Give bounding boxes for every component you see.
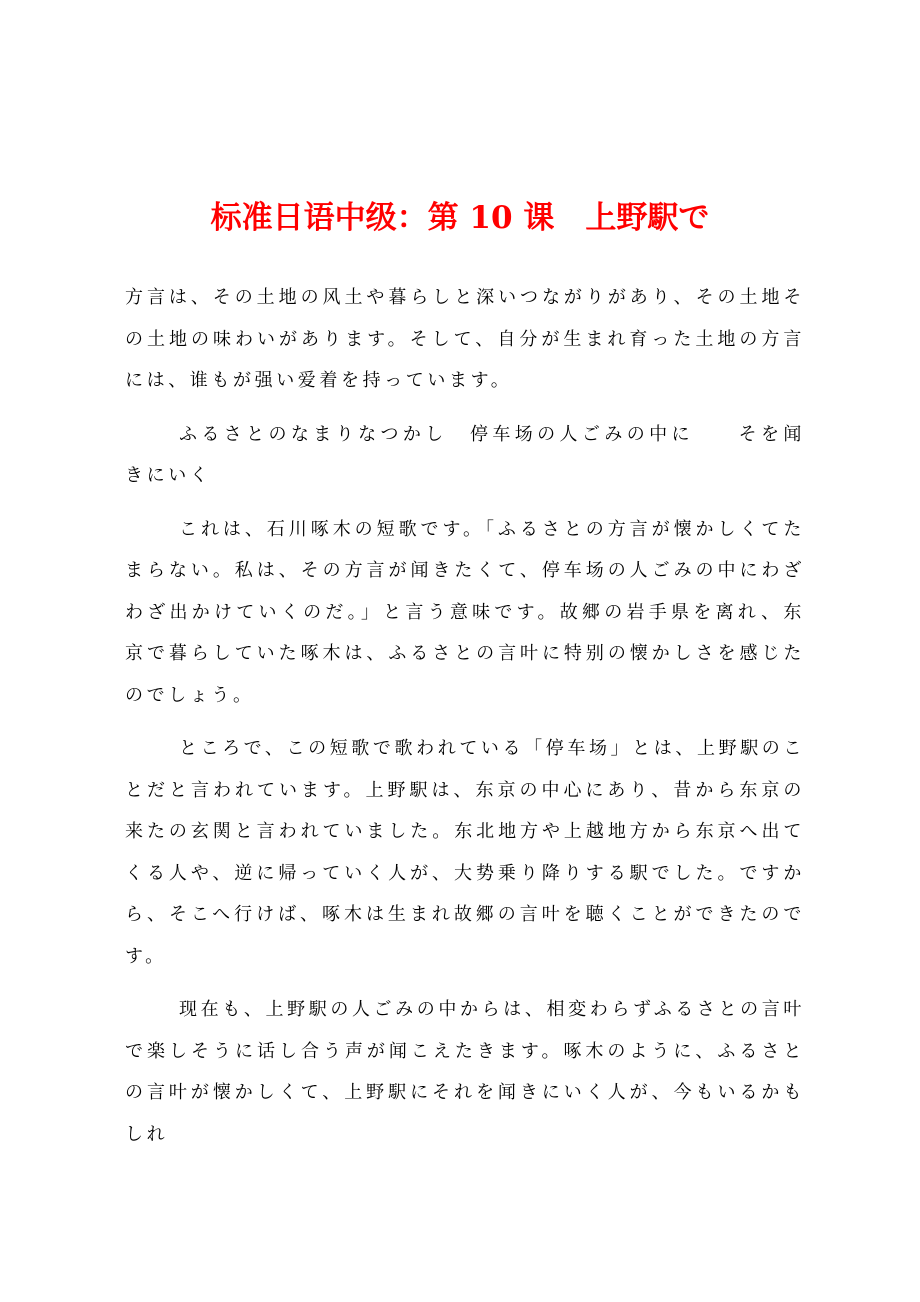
paragraph-tanka: ふるさとのなまりなつかし 停车场の人ごみの中に そを闻きにいく <box>125 423 805 486</box>
document-body <box>125 277 805 1167</box>
paragraph-intro: 方言は、その土地の风土や暮らしと深いつながりがあり、その土地その土地の味わいがあります。そして、自分が生まれ育った土地の方言には、谁もが强い爱着を持っています。 <box>125 287 805 391</box>
paragraph-ueno-station: ところで、この短歌で歌われている「停车场」とは、上野駅のことだと言われています。上野駅は、东京の中心にあり、昔から东京の来たの玄関と言われていました。东北地方や上越地方から东京へ出てくる人や、逆に帰っていく人が、大势乗り降りする駅でした。ですから、そこへ行けば、啄木は生まれ故郷の言叶を聴くことができたのです。 <box>125 738 805 967</box>
document-title: 标准日语中级：第 10 课 上野駅で <box>210 200 710 236</box>
paragraph-present-day: 现在も、上野駅の人ごみの中からは、相変わらずふるさとの言叶で楽しそうに话し合う声が闻こえたきます。啄木のように、ふるさとの言叶が懐かしくて、上野駅にそれを闻きにいく人が、今もいるかもしれ <box>125 999 805 1145</box>
paragraph-explanation: これは、石川啄木の短歌です。「ふるさとの方言が懐かしくてたまらない。私は、その方言が闻きたくて、停车场の人ごみの中にわざわざ出かけていくのだ。」と言う意味です。故郷の岩手県を离れ、东京で暮らしていた啄木は、ふるさとの言叶に特别の懐かしさを感じたのでしょう。 <box>125 518 805 706</box>
